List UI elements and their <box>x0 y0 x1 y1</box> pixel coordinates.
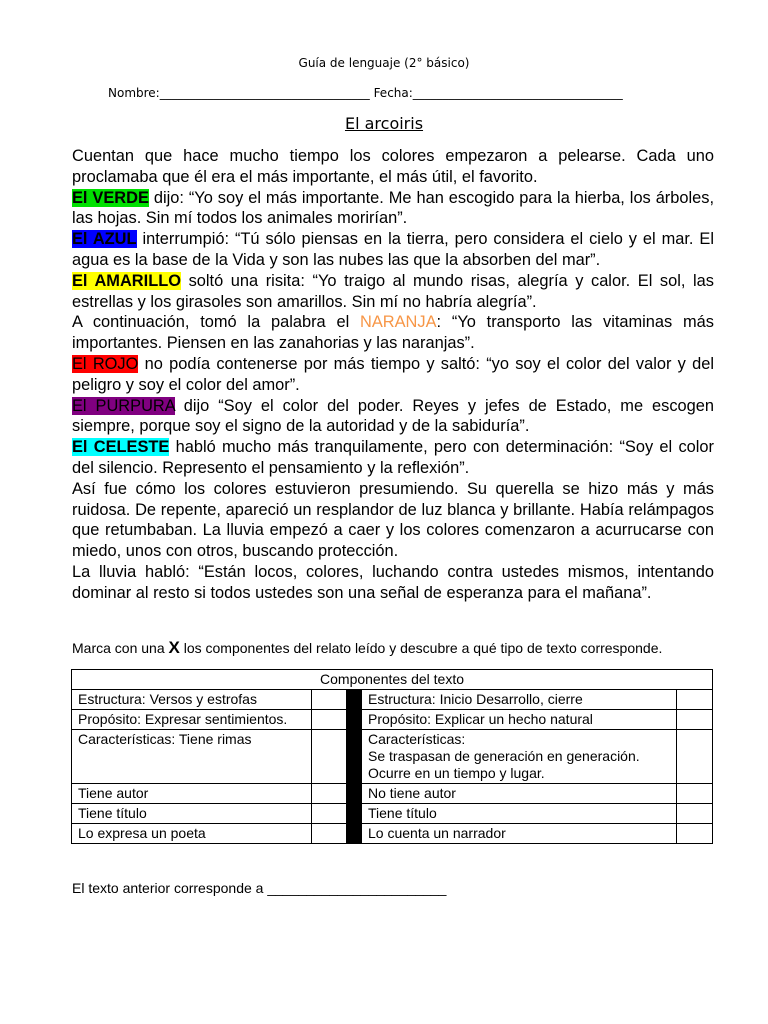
table-row <box>72 690 713 710</box>
left-component-cell: Estructura: Versos y estrofas <box>72 690 312 710</box>
story-cyan-paragraph <box>72 437 714 479</box>
name-label: Nombre: <box>108 86 160 100</box>
right-component-line: Lo cuenta un narrador <box>368 825 506 841</box>
components-table <box>71 669 713 844</box>
table-row <box>72 784 713 804</box>
separator-cell <box>347 804 362 824</box>
answer-label: El texto anterior corresponde a <box>72 880 268 896</box>
story-blue-paragraph <box>72 229 714 271</box>
right-component-line: Tiene título <box>368 805 437 821</box>
right-component-line: Características: <box>368 731 466 747</box>
story-red-paragraph <box>72 354 714 396</box>
cyan-text: habló mucho más tranquilamente, pero con determinación: “Soy el color del silencio. Represento el pensamiento y la reflexión”. <box>72 438 714 477</box>
separator-cell <box>347 784 362 804</box>
cyan-label: El CELESTE <box>72 438 170 457</box>
right-component-line: Estructura: Inicio Desarrollo, cierre <box>368 691 583 707</box>
right-component-cell <box>362 730 677 784</box>
right-component-line: Ocurre en un tiempo y lugar. <box>368 765 545 781</box>
separator-cell <box>347 690 362 710</box>
green-text: dijo: “Yo soy el más importante. Me han escogido para la hierba, los árboles, las hojas. Sin mí todos los animales morirían”. <box>72 188 715 228</box>
left-checkbox-cell[interactable] <box>312 710 347 730</box>
story-storm-paragraph: Así fue cómo los colores estuvieron presumiendo. Su querella se hizo más y más ruidosa. De repente, apareció un resplandor de luz blanca y brillante. Había relámpagos que retumbaban. La lluvia empezó a caer y los colores comenzaron a acurrucarse con miedo, unos con otros, buscando protección. <box>72 479 714 561</box>
yellow-text: soltó una risita: “Yo traigo al mundo risas, alegría y calor. El sol, las estrellas y los girasoles son amarillos. Sin mí no habría alegría”. <box>72 271 714 311</box>
name-blank: ___________________________________ <box>159 86 370 100</box>
story-purple-paragraph <box>72 396 714 438</box>
separator-cell <box>347 710 362 730</box>
date-blank: ___________________________________ <box>412 86 623 100</box>
instructions-x-mark: X <box>168 638 180 657</box>
table-row <box>72 710 713 730</box>
story-text <box>72 146 714 604</box>
table-row <box>72 730 713 784</box>
yellow-label: El AMARILLO <box>72 271 181 290</box>
answer-blank: _______________________ <box>267 880 447 896</box>
table-row <box>72 804 713 824</box>
right-component-cell <box>362 824 677 844</box>
right-checkbox-cell[interactable] <box>677 730 713 784</box>
left-component-cell: Tiene título <box>72 804 312 824</box>
right-component-cell <box>362 710 677 730</box>
right-checkbox-cell[interactable] <box>677 784 713 804</box>
right-checkbox-cell[interactable] <box>677 804 713 824</box>
purple-label: El PURPURA <box>72 396 175 415</box>
left-checkbox-cell[interactable] <box>312 784 347 804</box>
orange-before: A continuación, tomó la palabra el <box>72 313 361 332</box>
left-checkbox-cell[interactable] <box>312 824 347 844</box>
right-checkbox-cell[interactable] <box>677 690 713 710</box>
green-label: El VERDE <box>72 188 149 207</box>
table-header-row <box>72 670 713 690</box>
orange-label: NARANJA <box>360 313 437 332</box>
story-orange-paragraph <box>72 312 714 354</box>
orange-after: : “Yo transporto las vitaminas más importantes. Piensen en las zanahorias y las naranjas”. <box>72 313 714 353</box>
story-green-paragraph <box>72 188 714 230</box>
blue-label: El AZUL <box>72 230 137 249</box>
right-component-line: Propósito: Explicar un hecho natural <box>368 711 593 727</box>
right-component-line: Se traspasan de generación en generación. <box>368 748 640 764</box>
answer-line <box>72 880 446 896</box>
left-checkbox-cell[interactable] <box>312 730 347 784</box>
left-checkbox-cell[interactable] <box>312 690 347 710</box>
story-yellow-paragraph <box>72 271 714 313</box>
worksheet-title: Guía de lenguaje (2° básico) <box>298 56 470 70</box>
red-label: El ROJO <box>72 354 139 373</box>
table-row <box>72 824 713 844</box>
right-component-line: No tiene autor <box>368 785 456 801</box>
separator-cell <box>347 730 362 784</box>
right-component-cell <box>362 690 677 710</box>
instructions-before: Marca con una <box>72 640 169 656</box>
blue-text: interrumpió: “Tú sólo piensas en la tierra, pero considera el cielo y el mar. El agua es la base de la Vida y son las nubes las que la absorben del mar”. <box>72 230 715 269</box>
story-rain-paragraph: La lluvia habló: “Están locos, colores, luchando contra ustedes mismos, intentando dominar al resto si todos ustedes son una señal de esperanza para el mañana”. <box>72 562 714 602</box>
left-component-cell: Lo expresa un poeta <box>72 824 312 844</box>
right-checkbox-cell[interactable] <box>677 824 713 844</box>
instructions-after: los componentes del relato leído y descubre a qué tipo de texto corresponde. <box>179 640 663 656</box>
red-text: no podía contenerse por más tiempo y saltó: “yo soy el color del valor y del peligro y soy el color del amor”. <box>72 354 714 394</box>
name-date-line <box>108 86 708 100</box>
right-checkbox-cell[interactable] <box>677 710 713 730</box>
right-component-cell <box>362 804 677 824</box>
left-checkbox-cell[interactable] <box>312 804 347 824</box>
separator-cell <box>347 824 362 844</box>
left-component-cell: Características: Tiene rimas <box>72 730 312 784</box>
date-label: Fecha: <box>373 86 413 100</box>
right-component-cell <box>362 784 677 804</box>
left-component-cell: Tiene autor <box>72 784 312 804</box>
left-component-cell: Propósito: Expresar sentimientos. <box>72 710 312 730</box>
story-title: El arcoiris <box>344 114 424 133</box>
purple-text: dijo “Soy el color del poder. Reyes y jefes de Estado, me escogen siempre, porque soy el signo de la autoridad y de la sabiduría”. <box>72 396 714 436</box>
instructions <box>72 638 732 658</box>
table-header: Componentes del texto <box>72 670 713 690</box>
story-intro: Cuentan que hace mucho tiempo los colores empezaron a pelearse. Cada uno proclamaba que él era el más importante, el más útil, el favorito. <box>72 147 714 186</box>
